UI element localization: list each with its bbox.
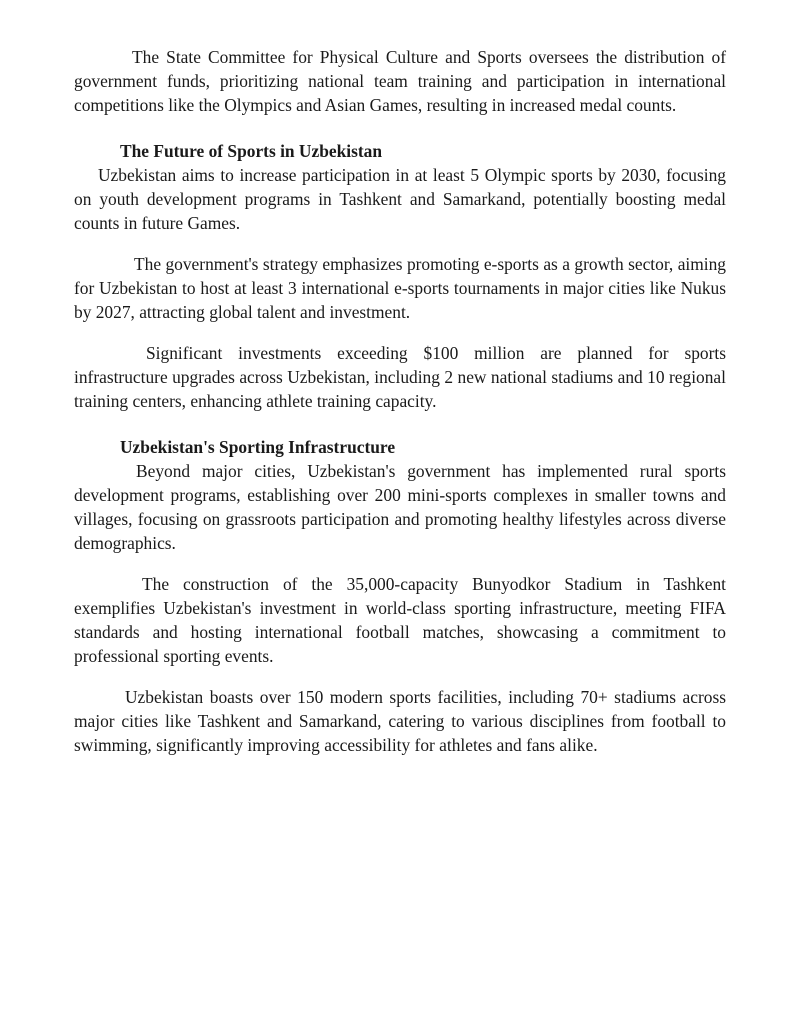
paragraph: Significant investments exceeding $100 million are planned for sports infrastructure upgrades across Uzbekistan, including 2 new national stadiums and 10 regional training centers, enhancing athlete training capacity. <box>74 343 726 411</box>
section-heading-future: The Future of Sports in Uzbekistan <box>120 141 383 161</box>
paragraph: Beyond major cities, Uzbekistan's government has implemented rural sports development programs, establishing over 200 mini-sports complexes in smaller towns and villages, focusing on grassroots participation and promoting healthy lifestyles across diverse demographics. <box>74 461 726 553</box>
document-body <box>74 45 726 757</box>
paragraph: Uzbekistan boasts over 150 modern sports facilities, including 70+ stadiums across major cities like Tashkent and Samarkand, catering to various disciplines from football to swimming, significantly improving accessibility for athletes and fans alike. <box>74 687 726 755</box>
paragraph: The government's strategy emphasizes promoting e-sports as a growth sector, aiming for Uzbekistan to host at least 3 international e-sports tournaments in major cities like Nukus by 2027, attracting global talent and investment. <box>74 254 726 322</box>
section-heading-infrastructure: Uzbekistan's Sporting Infrastructure <box>120 437 396 457</box>
intro-paragraph: The State Committee for Physical Culture and Sports oversees the distribution of government funds, prioritizing national team training and participation in international competitions like the Olympics and Asian Games, resulting in increased medal counts. <box>74 47 726 115</box>
paragraph: Uzbekistan aims to increase participation in at least 5 Olympic sports by 2030, focusing on youth development programs in Tashkent and Samarkand, potentially boosting medal counts in future Games. <box>74 165 726 233</box>
paragraph: The construction of the 35,000-capacity Bunyodkor Stadium in Tashkent exemplifies Uzbekistan's investment in world-class sporting infrastructure, meeting FIFA standards and hosting international football matches, showcasing a commitment to professional sporting events. <box>74 574 726 666</box>
